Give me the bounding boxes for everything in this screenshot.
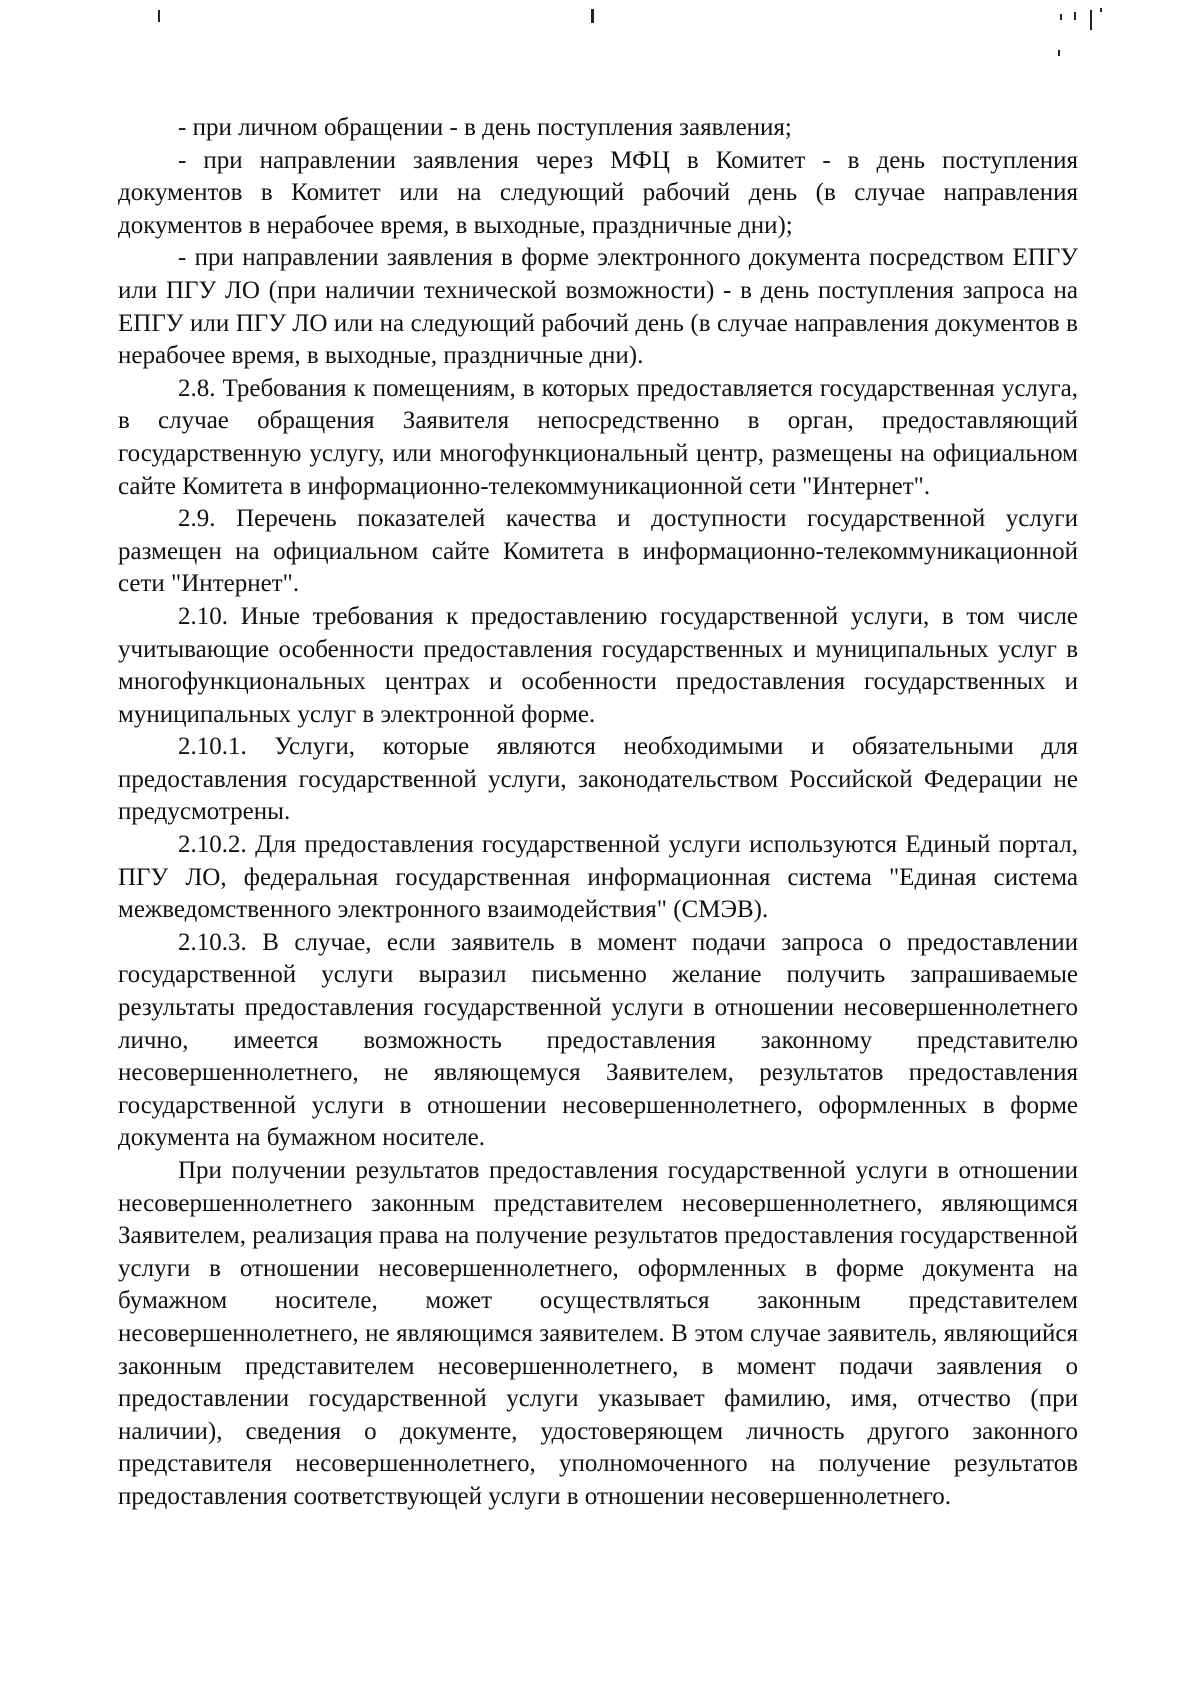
paragraph: 2.10.3. В случае, если заявитель в момент подачи запроса о предоставлении государственной услуги выразил письменно желание получить запрашиваемые результаты предоставления государственной услуги в отношении несовершеннолетнего лично, имеется возможность предоставления законному представителю несовершеннолетнего, не являющемуся Заявителем, результатов предоставления государственной услуги в отношении несовершеннолетнего, оформленных в форме документа на бумажном носителе. [118,928,1078,1152]
paragraph: 2.10. Иные требования к предоставлению государственной услуги, в том числе учитывающие особенности предоставления государственных и муниципальных услуг в многофункциональных центрах и особенности предоставления государственных и муниципальных услуг в электронной форме. [118,602,1078,728]
paragraph: - при направлении заявления в форме электронного документа посредством ЕПГУ или ПГУ ЛО (при наличии технической возможности) - в день поступления запроса на ЕПГУ или ПГУ ЛО или на следующий рабочий день (в случае направления документов в нерабочее время, в выходные, праздничные дни). [118,244,1078,370]
scan-mark [1100,8,1102,12]
scan-mark [591,9,594,23]
scan-mark [1060,14,1062,20]
paragraph: 2.9. Перечень показателей качества и доступности государственной услуги размещен на официальном сайте Комитета в информационно-телекоммуникационной сети "Интернет". [118,505,1078,598]
paragraph: 2.10.1. Услуги, которые являются необходимыми и обязательными для предоставления государственной услуги, законодательством Российской Федерации не предусмотрены. [118,733,1078,826]
scan-mark [1074,12,1076,20]
scan-mark [1058,50,1060,56]
document-body [118,112,1078,1514]
scan-mark [1090,10,1092,30]
paragraph: - при личном обращении - в день поступления заявления; [178,114,792,141]
paragraph: При получении результатов предоставления государственной услуги в отношении несовершеннолетнего законным представителем несовершеннолетнего, являющимся Заявителем, реализация права на получение результатов предоставления государственной услуги в отношении несовершеннолетнего, оформленных в форме документа на бумажном носителе, может осуществляться законным представителем несовершеннолетнего, не являющимся заявителем. В этом случае заявитель, являющийся законным представителем несовершеннолетнего, в момент подачи заявления о предоставлении государственной услуги указывает фамилию, имя, отчество (при наличии), сведения о документе, удостоверяющем личность другого законного представителя несовершеннолетнего, уполномоченного на получение результатов предоставления соответствующей услуги в отношении несовершеннолетнего. [118,1157,1078,1510]
paragraph: 2.10.2. Для предоставления государственной услуги используются Единый портал, ПГУ ЛО, федеральная государственная информационная система "Единая система межведомственного электронного взаимодействия" (СМЭВ). [118,831,1078,924]
paragraph: - при направлении заявления через МФЦ в Комитет - в день поступления документов в Комитет или на следующий рабочий день (в случае направления документов в нерабочее время, в выходные, праздничные дни); [118,146,1078,239]
paragraph: 2.8. Требования к помещениям, в которых предоставляется государственная услуга, в случае обращения Заявителя непосредственно в орган, предоставляющий государственную услугу, или многофункциональный центр, размещены на официальном сайте Комитета в информационно-телекоммуникационной сети "Интернет". [118,374,1078,500]
scan-mark [158,10,160,22]
scan-artifacts [0,0,1200,80]
